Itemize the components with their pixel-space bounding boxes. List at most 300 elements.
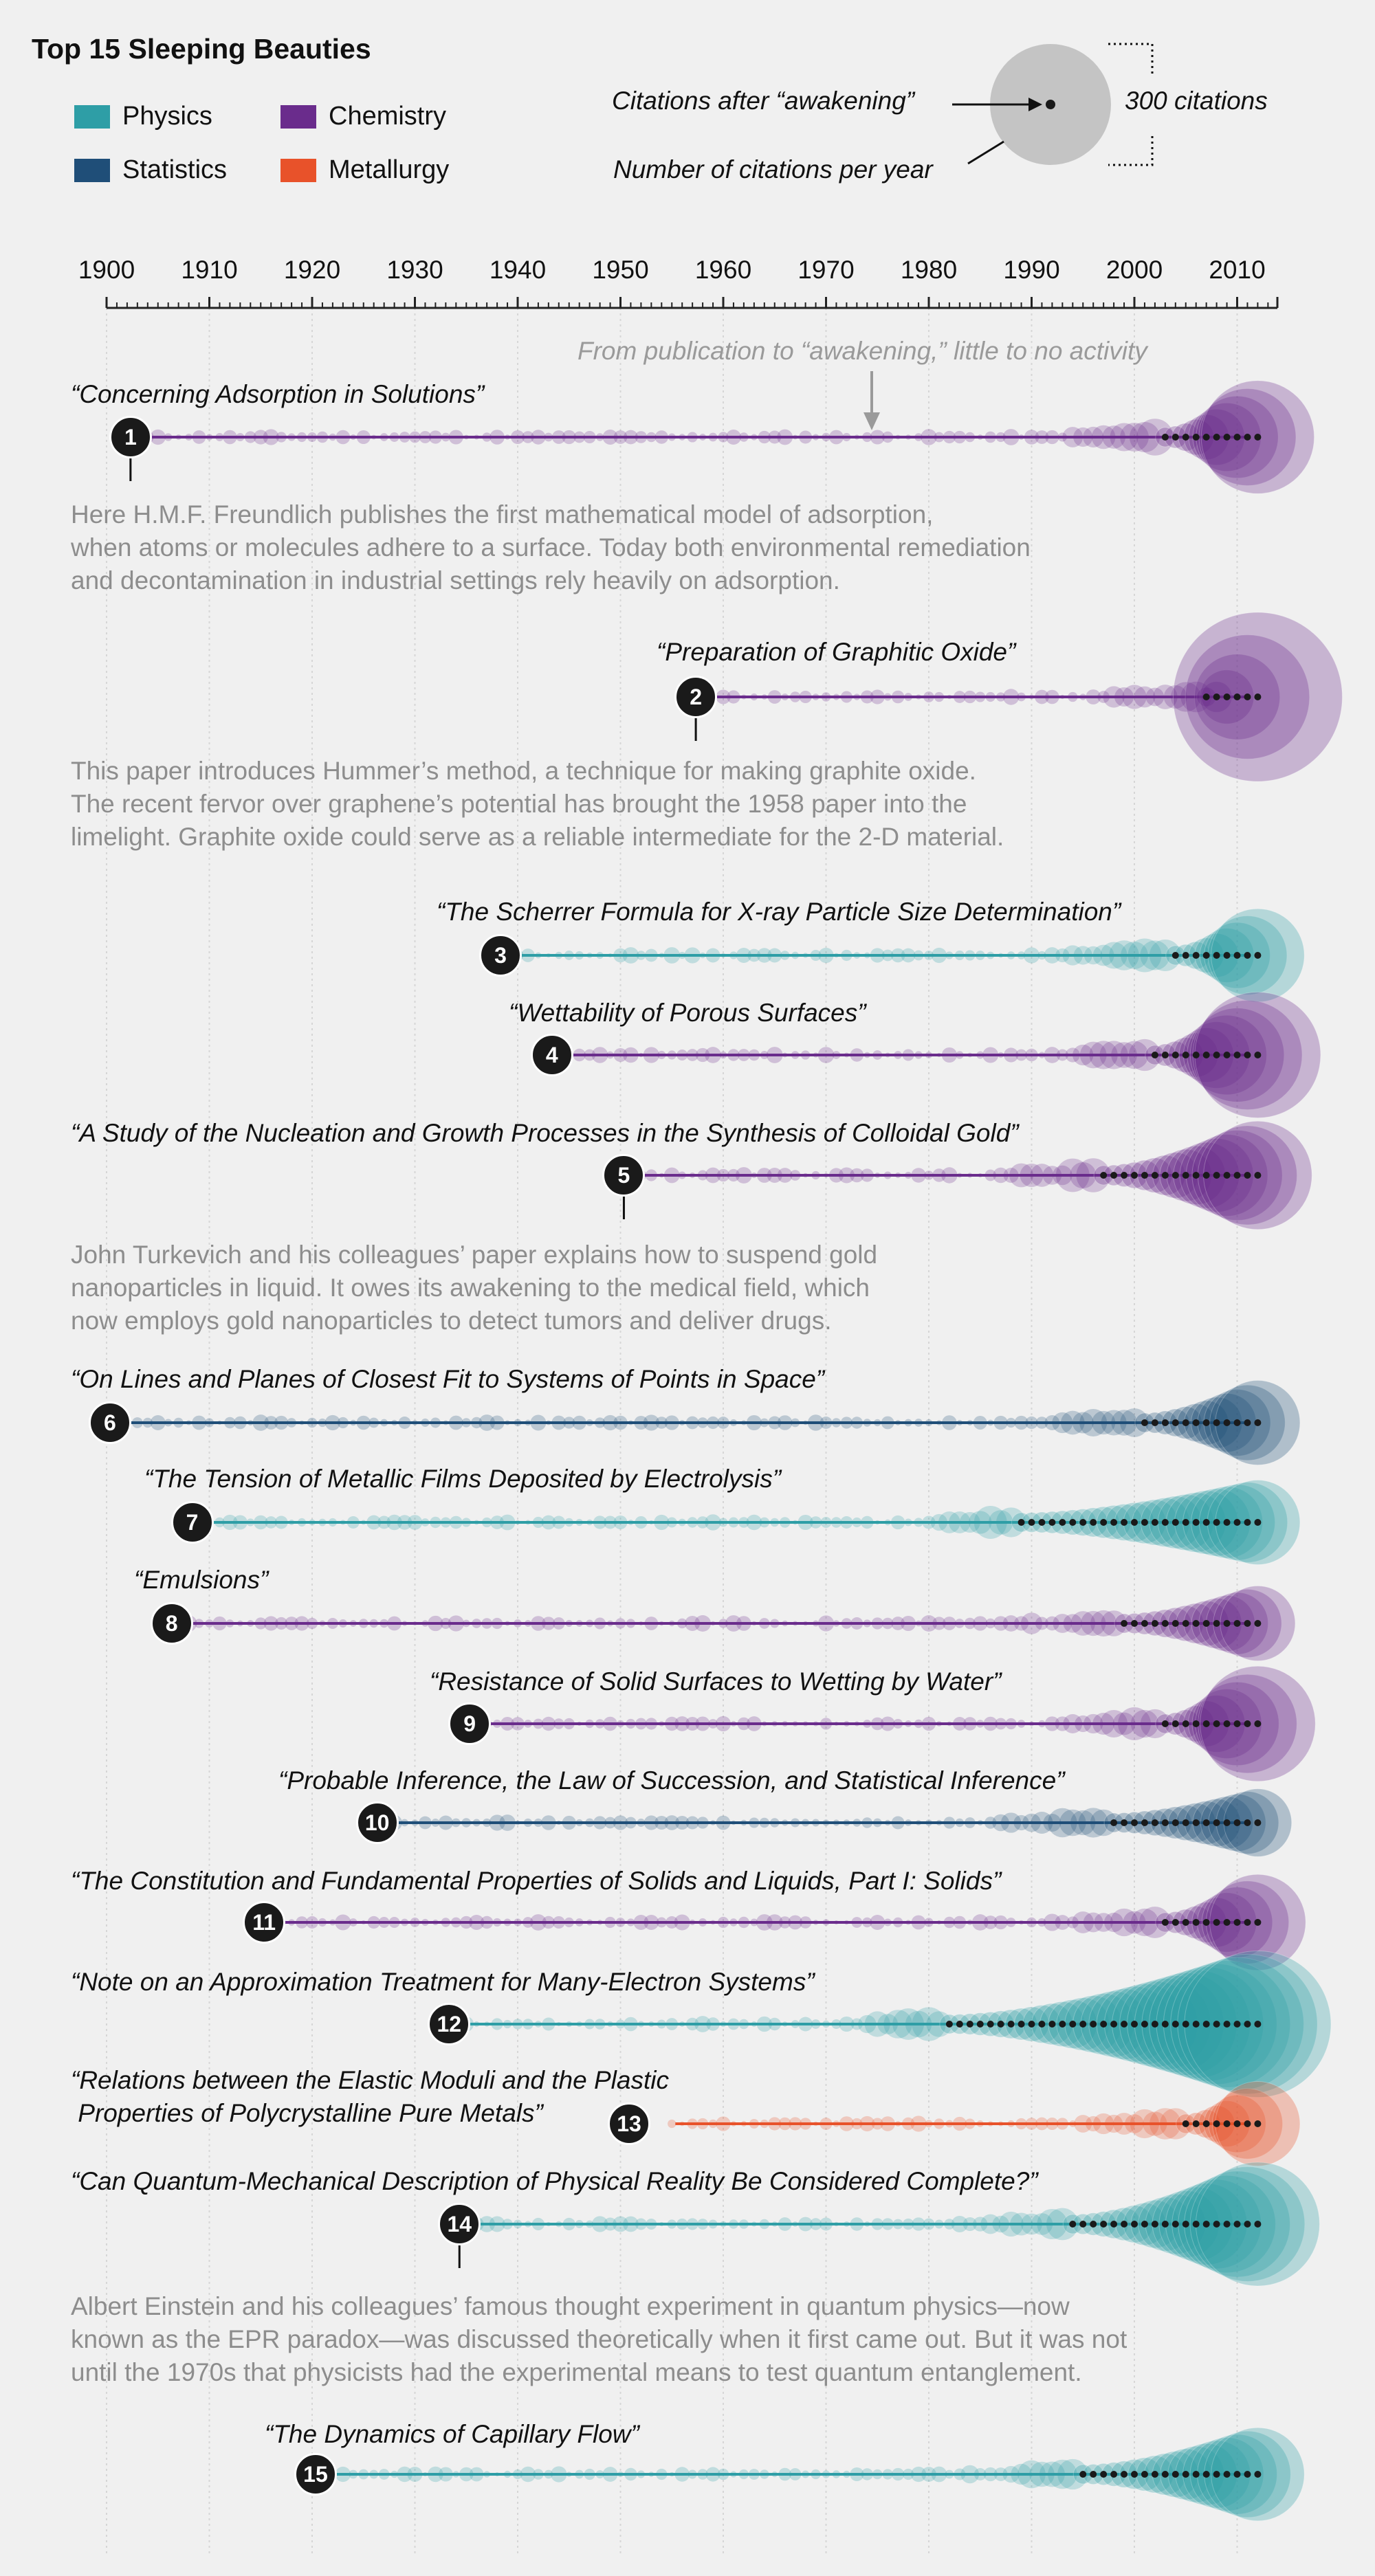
citation-bubble xyxy=(778,1415,793,1430)
citation-bubble xyxy=(861,1516,873,1529)
citation-bubble xyxy=(1005,1718,1016,1729)
awakening-dot xyxy=(1172,1919,1179,1926)
citation-bubble xyxy=(861,2468,873,2480)
awakening-dot xyxy=(1193,2120,1200,2127)
citation-bubble xyxy=(844,2221,849,2227)
citation-bubble xyxy=(483,2471,490,2478)
awakening-dot xyxy=(1234,1620,1241,1627)
citation-bubble xyxy=(760,2219,769,2229)
citation-bubble xyxy=(606,1052,614,1059)
citation-bubble xyxy=(922,1717,936,1731)
citation-bubble xyxy=(782,693,789,700)
paper-title: “Wettability of Porous Surfaces” xyxy=(509,999,866,1027)
citation-bubble xyxy=(932,948,947,963)
awakening-dot xyxy=(1162,1172,1169,1179)
awakening-dot xyxy=(1213,1419,1220,1426)
rank-badge: 8 xyxy=(151,1602,193,1645)
axis-tick-label: 1900 xyxy=(78,256,135,284)
citation-bubble xyxy=(739,2219,749,2229)
citation-bubble xyxy=(638,2021,644,2027)
citation-bubble xyxy=(288,1919,294,1925)
citation-bubble xyxy=(470,2467,484,2482)
paper-title: “Preparation of Graphitic Oxide” xyxy=(657,638,1016,666)
citation-bubble xyxy=(607,2021,613,2027)
citation-bubble xyxy=(408,2467,423,2482)
citation-bubble xyxy=(994,1916,1008,1929)
citation-bubble xyxy=(659,1173,664,1178)
awakening-dot xyxy=(1141,2221,1148,2228)
citation-bubble xyxy=(306,1916,318,1929)
citation-bubble xyxy=(988,2121,993,2127)
citation-bubble xyxy=(801,1050,810,1059)
citation-bubble xyxy=(369,2470,378,2479)
citation-bubble xyxy=(984,432,996,443)
citation-bubble xyxy=(679,1420,685,1425)
legend-chemistry xyxy=(280,102,446,131)
citation-bubble xyxy=(892,2468,904,2480)
citation-bubble xyxy=(1003,689,1019,704)
paper-row-8 xyxy=(181,1586,1295,1661)
awakening-dot xyxy=(1254,1620,1261,1627)
citation-bubble xyxy=(387,1617,402,1631)
citation-bubble xyxy=(443,1420,448,1425)
citation-bubble xyxy=(905,1518,912,1526)
citation-bubble xyxy=(760,1419,769,1428)
citation-bubble xyxy=(562,1816,576,1830)
awakening-dot xyxy=(1121,1172,1128,1179)
awakening-dot xyxy=(1213,1519,1220,1526)
awakening-dot xyxy=(1254,2021,1261,2028)
awakening-dot xyxy=(1152,1819,1158,1826)
awakening-dot xyxy=(1182,2471,1189,2478)
citation-bubble xyxy=(430,1418,441,1428)
citation-bubble xyxy=(767,948,782,963)
citation-bubble xyxy=(657,1918,667,1928)
citation-bubble xyxy=(401,1919,408,1927)
citation-bubble xyxy=(604,1917,615,1928)
awakening-dot xyxy=(1028,1519,1035,1526)
citation-bubble xyxy=(924,1918,933,1927)
citation-bubble xyxy=(844,1920,848,1924)
awakening-dot xyxy=(1254,434,1261,441)
citation-bubble xyxy=(759,1518,769,1528)
citation-bubble xyxy=(925,1819,932,1826)
citation-bubble xyxy=(584,2019,595,2030)
paper-title: “Probable Inference, the Law of Succession, and Statistical Inference” xyxy=(278,1766,1065,1795)
citation-bubble xyxy=(676,2219,688,2230)
awakening-dot xyxy=(1224,952,1231,959)
citation-bubble xyxy=(566,1620,573,1627)
citation-bubble xyxy=(566,2021,572,2028)
awakening-dot xyxy=(1121,2471,1128,2478)
citation-bubble xyxy=(855,1721,859,1726)
citation-bubble xyxy=(914,1720,923,1728)
citation-bubble xyxy=(925,1419,932,1426)
awakening-dot xyxy=(1224,2471,1231,2478)
citation-bubble xyxy=(749,1050,760,1061)
citation-bubble xyxy=(782,1721,788,1726)
awakening-dot xyxy=(1069,2221,1076,2228)
awakening-dot xyxy=(1172,2221,1179,2228)
citation-bubble xyxy=(553,1718,564,1729)
size-key xyxy=(952,44,1152,165)
awakening-dot xyxy=(1110,1819,1117,1826)
awakening-dot xyxy=(1141,2471,1148,2478)
citation-bubble xyxy=(844,1052,849,1057)
citation-bubble xyxy=(505,1420,509,1425)
citation-bubble xyxy=(895,1420,901,1425)
citation-bubble xyxy=(349,1918,358,1927)
citation-bubble xyxy=(525,2221,531,2228)
citation-bubble xyxy=(576,1620,583,1627)
citation-bubble xyxy=(564,1918,574,1927)
citation-bubble xyxy=(901,948,916,963)
citation-bubble xyxy=(851,1917,862,1928)
awakening-dot xyxy=(1059,1519,1066,1526)
awakening-dot xyxy=(1193,1052,1200,1058)
citation-bubble xyxy=(914,951,924,961)
citation-bubble xyxy=(873,1819,882,1828)
citation-bubble xyxy=(833,1620,839,1626)
citation-bubble xyxy=(338,1417,349,1428)
citation-bubble xyxy=(925,1052,932,1058)
awakening-dot xyxy=(1254,2120,1261,2127)
citation-bubble xyxy=(941,1167,957,1183)
citation-bubble xyxy=(697,2118,708,2129)
citation-bubble xyxy=(448,1615,464,1631)
paper-title: “Concerning Adsorption in Solutions” xyxy=(71,380,485,408)
citation-bubble xyxy=(490,1416,505,1430)
key-awakening-label: Citations after “awakening” xyxy=(612,87,915,115)
axis-tick-label: 2010 xyxy=(1209,256,1266,284)
citation-bubble xyxy=(205,1418,214,1427)
citation-bubble xyxy=(659,2222,663,2226)
citation-bubble xyxy=(841,950,852,961)
citation-bubble xyxy=(932,2467,947,2483)
paper-title: “The Tension of Metallic Films Deposited by Electrolysis” xyxy=(144,1465,782,1493)
awakening-dot xyxy=(1131,2471,1138,2478)
citation-bubble xyxy=(473,1819,481,1826)
key-dot xyxy=(1046,100,1055,109)
citation-bubble xyxy=(1029,695,1034,700)
citation-bubble xyxy=(977,2120,984,2127)
citation-bubble xyxy=(659,1721,664,1726)
citation-bubble xyxy=(350,1620,357,1627)
citation-bubble xyxy=(481,1916,494,1929)
rank-badge: 7 xyxy=(171,1501,214,1544)
citation-bubble xyxy=(891,1515,905,1529)
citation-bubble xyxy=(514,1419,522,1427)
citation-bubble xyxy=(646,1169,657,1181)
citation-bubble xyxy=(965,2118,975,2129)
rank-badge: 13 xyxy=(608,2102,650,2145)
awakening-dot xyxy=(1121,1519,1128,1526)
awakening-dot xyxy=(1213,1919,1220,1926)
citation-bubble xyxy=(1026,1918,1036,1927)
awakening-dot xyxy=(1152,2221,1158,2228)
citation-bubble xyxy=(818,1047,835,1063)
citation-bubble xyxy=(274,1416,288,1430)
citation-bubble xyxy=(956,1051,963,1058)
citation-bubble xyxy=(514,1918,521,1926)
awakening-dot xyxy=(1244,1720,1251,1727)
awakening-dot xyxy=(956,2021,963,2028)
citation-bubble xyxy=(461,1418,471,1428)
awakening-dot xyxy=(1203,952,1210,959)
awakening-dot xyxy=(1079,2021,1086,2028)
citation-bubble xyxy=(813,1920,818,1924)
awakening-dot xyxy=(1182,2120,1189,2127)
citation-bubble xyxy=(151,430,166,445)
awakening-dot xyxy=(1100,2021,1107,2028)
awakening-dot xyxy=(1069,2021,1076,2028)
citation-bubble xyxy=(943,1817,955,1828)
awakening-dot xyxy=(1254,952,1261,959)
citation-bubble xyxy=(749,2119,759,2129)
citation-bubble xyxy=(793,435,798,440)
citation-bubble xyxy=(813,2122,818,2127)
awakening-dot xyxy=(1182,2221,1189,2228)
citation-bubble xyxy=(535,952,541,958)
citation-bubble xyxy=(728,1518,738,1528)
awakening-dot xyxy=(1162,2021,1169,2028)
legend-physics xyxy=(74,102,212,131)
citation-bubble xyxy=(769,2018,781,2030)
citation-bubble xyxy=(309,1519,315,1525)
citation-bubble xyxy=(535,2021,542,2028)
citation-bubble xyxy=(905,1920,910,1924)
citation-bubble xyxy=(905,1720,912,1727)
chart-title: Top 15 Sleeping Beauties xyxy=(32,33,371,65)
citation-bubble xyxy=(1003,429,1020,445)
awakening-dot xyxy=(1172,1819,1179,1826)
citation-bubble xyxy=(516,1821,520,1825)
citation-bubble xyxy=(974,1416,987,1430)
citation-bubble xyxy=(679,1519,686,1526)
citation-bubble xyxy=(192,1416,206,1430)
citation-bubble xyxy=(699,434,706,441)
citation-bubble xyxy=(624,2468,637,2480)
rank-badge: 6 xyxy=(89,1401,131,1444)
awakening-dot xyxy=(1193,1519,1200,1526)
citation-bubble xyxy=(289,1520,294,1525)
citation-bubble xyxy=(934,432,945,443)
citation-bubble xyxy=(679,1172,686,1179)
awakening-dot xyxy=(1141,1419,1148,1426)
citation-bubble xyxy=(822,692,830,701)
citation-bubble xyxy=(423,2472,427,2476)
citation-bubble xyxy=(843,2471,850,2478)
citation-bubble xyxy=(853,1819,861,1827)
awakening-dot xyxy=(1079,2471,1086,2478)
awakening-dot xyxy=(1203,1919,1210,1926)
citation-bubble xyxy=(594,1617,606,1629)
citation-bubble xyxy=(635,2219,647,2230)
citation-bubble xyxy=(217,1421,221,1425)
citation-bubble xyxy=(505,1621,509,1625)
citation-bubble xyxy=(706,948,720,963)
citation-bubble xyxy=(709,2220,718,2229)
citation-bubble xyxy=(741,1820,747,1826)
citation-bubble xyxy=(721,953,726,958)
paper-title: “Can Quantum-Mechanical Description of Physical Reality Be Considered Complete?” xyxy=(71,2167,1038,2195)
citation-bubble xyxy=(883,2469,893,2479)
citation-bubble xyxy=(862,1817,872,1828)
citation-bubble xyxy=(575,1918,584,1927)
citation-bubble xyxy=(495,2472,499,2476)
citation-bubble xyxy=(965,432,975,442)
citation-bubble xyxy=(357,430,371,444)
awakening-dot xyxy=(1110,1172,1117,1179)
awakening-dot xyxy=(1100,1172,1107,1179)
awakening-dot xyxy=(1131,2221,1138,2228)
citation-bubble xyxy=(617,2472,624,2478)
awakening-dot xyxy=(1100,2471,1107,2478)
awakening-dot xyxy=(1224,693,1231,700)
citation-bubble xyxy=(564,1518,573,1527)
citation-bubble xyxy=(439,2467,453,2481)
citation-bubble xyxy=(472,1619,481,1628)
citation-bubble xyxy=(637,1819,645,1827)
citation-bubble xyxy=(659,1621,663,1625)
citation-bubble xyxy=(936,1820,942,1825)
awakening-dot xyxy=(967,2021,974,2028)
citation-bubble xyxy=(727,690,740,703)
citation-bubble xyxy=(248,1420,253,1425)
citation-bubble xyxy=(780,951,789,959)
citation-bubble xyxy=(1019,434,1024,440)
citation-bubble xyxy=(821,1517,832,1528)
awakening-dot xyxy=(1172,1052,1179,1058)
citation-bubble xyxy=(503,2020,512,2028)
citation-bubble xyxy=(192,430,206,444)
awakening-dot xyxy=(1254,1819,1261,1826)
citation-bubble xyxy=(910,2116,926,2131)
citation-bubble xyxy=(380,1419,388,1427)
citation-bubble xyxy=(881,1716,895,1731)
citation-bubble xyxy=(793,1520,798,1525)
citation-bubble xyxy=(451,1918,461,1928)
citation-bubble xyxy=(645,949,658,962)
citation-bubble xyxy=(690,1173,695,1178)
citation-bubble xyxy=(359,1619,368,1628)
awakening-dot xyxy=(1254,1519,1261,1526)
citation-bubble xyxy=(823,1819,830,1826)
awakening-dot xyxy=(1182,1052,1189,1058)
citation-bubble xyxy=(358,2469,368,2480)
citation-bubble xyxy=(947,1722,952,1726)
citation-bubble xyxy=(441,1517,451,1527)
citation-bubble xyxy=(791,1419,800,1428)
citation-bubble xyxy=(603,1717,617,1731)
citation-bubble xyxy=(449,1416,463,1430)
citation-bubble xyxy=(351,434,356,440)
citation-bubble xyxy=(542,1717,556,1731)
citation-bubble xyxy=(347,1516,360,1529)
citation-bubble xyxy=(800,691,812,703)
citation-bubble xyxy=(942,1047,957,1063)
citation-bubble xyxy=(368,1916,380,1929)
citation-bubble xyxy=(893,1719,903,1729)
citation-bubble xyxy=(813,1721,818,1726)
awakening-dot xyxy=(1162,1919,1169,1926)
awakening-dot xyxy=(1110,2471,1117,2478)
citation-bubble xyxy=(1006,1918,1016,1927)
citation-bubble xyxy=(831,1517,842,1528)
citation-bubble xyxy=(822,2470,830,2478)
citation-bubble xyxy=(770,1518,779,1527)
legend-swatch xyxy=(74,159,110,182)
citation-bubble xyxy=(820,2218,833,2231)
citation-bubble xyxy=(1029,1721,1034,1726)
citation-bubble xyxy=(626,1719,635,1729)
citation-bubble xyxy=(813,693,820,700)
citation-bubble xyxy=(720,2021,726,2027)
awakening-dot xyxy=(1193,2221,1200,2228)
citation-bubble xyxy=(564,951,574,960)
awakening-dot xyxy=(1162,1052,1169,1058)
citation-bubble xyxy=(595,2019,606,2030)
awakening-dot xyxy=(1224,2221,1231,2228)
citation-bubble xyxy=(511,1717,525,1731)
citation-bubble xyxy=(657,2019,666,2028)
awakening-dot xyxy=(1203,2221,1210,2228)
awakening-dot xyxy=(1254,1419,1261,1426)
citation-bubble xyxy=(905,1172,912,1179)
citation-bubble xyxy=(688,2118,698,2129)
citation-bubble xyxy=(419,1817,432,1830)
citation-bubble xyxy=(729,2219,738,2229)
citation-bubble xyxy=(164,1419,172,1426)
awakening-dot xyxy=(1008,2021,1015,2028)
citation-bubble xyxy=(793,2221,798,2227)
citation-bubble xyxy=(782,1621,788,1627)
citation-bubble xyxy=(668,2219,676,2228)
citation-bubble xyxy=(329,1518,337,1526)
awakening-dot xyxy=(1182,1720,1189,1727)
citation-bubble xyxy=(504,1919,512,1927)
citation-bubble xyxy=(739,432,748,441)
awakening-dot xyxy=(1172,2021,1179,2028)
citation-bubble xyxy=(914,1518,923,1526)
awakening-dot xyxy=(1234,1720,1241,1727)
awakening-dot xyxy=(1203,2471,1210,2478)
citation-bubble xyxy=(247,1620,254,1627)
citation-bubble xyxy=(976,1720,984,1727)
awakening-dot xyxy=(1141,1519,1148,1526)
citation-bubble xyxy=(793,1621,798,1626)
citation-bubble xyxy=(687,1517,697,1527)
citation-bubble xyxy=(668,1050,676,1059)
citation-bubble xyxy=(195,1619,204,1628)
citation-bubble xyxy=(720,1052,727,1059)
awakening-dot xyxy=(1182,1172,1189,1179)
citation-bubble xyxy=(982,1047,998,1063)
awakening-dot xyxy=(1244,434,1251,441)
citation-bubble xyxy=(749,2469,760,2480)
citation-bubble xyxy=(864,1052,870,1058)
citation-bubble xyxy=(747,1716,762,1731)
awakening-dot xyxy=(1234,1819,1241,1826)
citation-bubble xyxy=(670,2472,674,2477)
citation-bubble xyxy=(834,1920,838,1924)
awakening-dot xyxy=(1141,1819,1148,1826)
citation-bubble xyxy=(542,2017,555,2030)
awakening-dot xyxy=(1234,434,1241,441)
awakening-dot xyxy=(1162,1620,1169,1627)
citation-bubble xyxy=(730,2471,736,2477)
awakening-dot xyxy=(1244,2221,1251,2228)
